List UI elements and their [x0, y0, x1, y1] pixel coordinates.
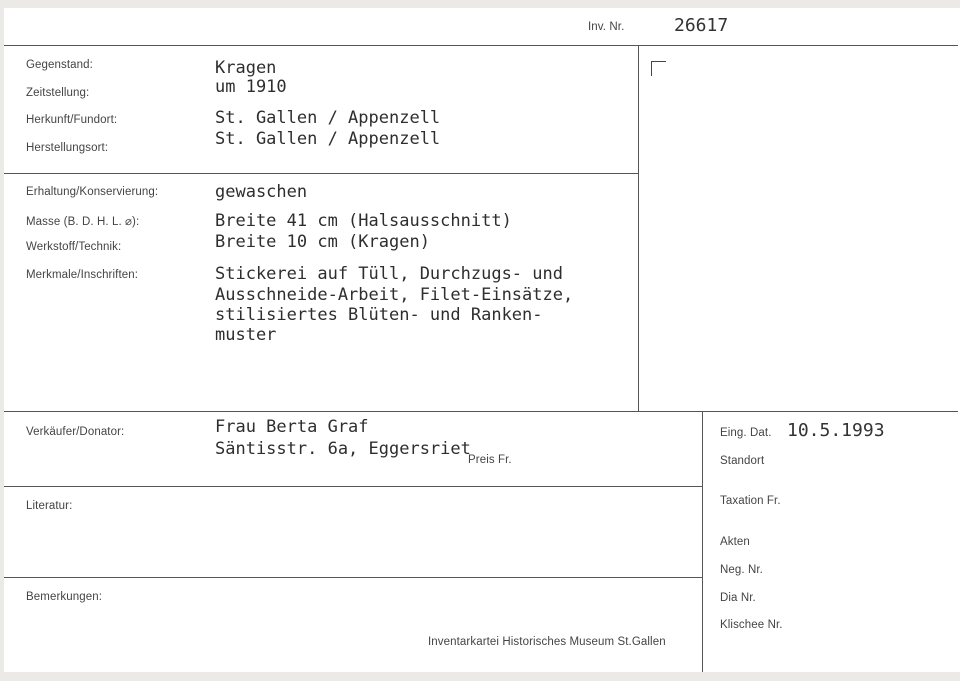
value-merkmale-line3: stilisiertes Blüten- und Ranken- — [215, 305, 543, 325]
label-klischee-nr: Klischee Nr. — [720, 619, 783, 631]
label-eing-dat: Eing. Dat. — [720, 427, 772, 439]
label-taxation: Taxation Fr. — [720, 495, 781, 507]
value-eing-dat: 10.5.1993 — [787, 420, 885, 441]
value-gegenstand: Kragen — [215, 58, 277, 78]
label-masse: Masse (B. D. H. L. ⌀): — [26, 216, 140, 228]
card-top-edge — [0, 0, 960, 8]
corner-mark — [651, 61, 666, 76]
label-gegenstand: Gegenstand: — [26, 59, 93, 71]
rule-vertical-upper — [638, 45, 639, 411]
value-merkmale-line2: Ausschneide-Arbeit, Filet-Einsätze, — [215, 285, 574, 305]
rule-vertical-lower — [702, 411, 703, 672]
footer-institution: Inventarkartei Historisches Museum St.Gallen — [428, 636, 666, 648]
inv-nr-label: Inv. Nr. — [588, 21, 625, 33]
rule-section2 — [4, 411, 958, 412]
label-dia-nr: Dia Nr. — [720, 592, 756, 604]
value-masse-line2: Breite 10 cm (Kragen) — [215, 232, 430, 252]
label-herkunft: Herkunft/Fundort: — [26, 114, 118, 126]
card-left-edge — [0, 0, 4, 681]
label-zeitstellung: Zeitstellung: — [26, 87, 90, 99]
value-merkmale-line4: muster — [215, 325, 277, 345]
label-merkmale: Merkmale/Inschriften: — [26, 269, 139, 281]
label-standort: Standort — [720, 455, 765, 467]
label-erhaltung: Erhaltung/Konservierung: — [26, 186, 159, 198]
label-verkaeufer: Verkäufer/Donator: — [26, 426, 125, 438]
value-merkmale-line1: Stickerei auf Tüll, Durchzugs- und — [215, 264, 563, 284]
value-verkaeufer-line1: Frau Berta Graf — [215, 417, 369, 437]
rule-verkaeufer — [4, 486, 702, 487]
rule-literatur — [4, 577, 702, 578]
value-herkunft: St. Gallen / Appenzell — [215, 108, 441, 128]
label-literatur: Literatur: — [26, 500, 73, 512]
label-neg-nr: Neg. Nr. — [720, 564, 763, 576]
label-werkstoff: Werkstoff/Technik: — [26, 241, 122, 253]
value-zeitstellung: um 1910 — [215, 77, 287, 97]
value-masse-line1: Breite 41 cm (Halsausschnitt) — [215, 211, 512, 231]
rule-top — [4, 45, 958, 46]
rule-section1 — [4, 173, 638, 174]
inv-nr-value: 26617 — [674, 15, 729, 36]
label-akten: Akten — [720, 536, 750, 548]
label-preis: Preis Fr. — [468, 454, 512, 466]
label-bemerkungen: Bemerkungen: — [26, 591, 102, 603]
value-herstellungsort: St. Gallen / Appenzell — [215, 129, 441, 149]
label-herstellungsort: Herstellungsort: — [26, 142, 109, 154]
value-verkaeufer-line2: Säntisstr. 6a, Eggersriet — [215, 439, 471, 459]
value-erhaltung: gewaschen — [215, 182, 308, 202]
card-bottom-edge — [0, 672, 960, 681]
